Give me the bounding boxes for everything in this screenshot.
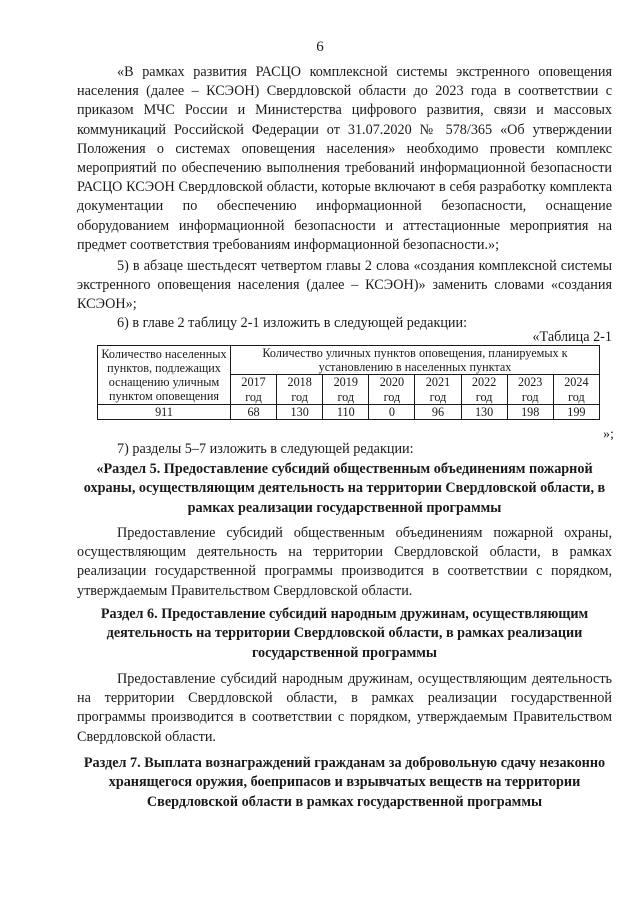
table-end-quote: »; [603,427,614,442]
table-value: 110 [323,404,369,419]
table-value: 68 [231,404,277,419]
table-year: 2023 год [507,375,553,404]
table-value: 0 [369,404,415,419]
paragraph-item-5: 5) в абзаце шестьдесят четвертом главы 2 слова «создания комплексной системы экстренного оповещения населения (далее – КСЭОН)» заменить словами «создания КСЭОН»; [77,258,612,313]
table-year: 2018 год [277,375,323,404]
table-year: 2024 год [553,375,599,404]
table-value: 198 [507,404,553,419]
table-year: 2021 год [415,375,461,404]
section-6-title: Раздел 6. Предоставление субсидий народным дружинам, осуществляющим деятельность на территории Свердловской области, в рамках реализации государственной программы [100,606,589,661]
section-6-text: Предоставление субсидий народным дружинам, осуществляющим деятельность на территории Свердловской области, в рамках реализации государственной программы производится в соответствии с порядком, утверждаемым Правительством Свердловской области. [77,671,612,745]
table-year: 2019 год [323,375,369,404]
table-value: 96 [415,404,461,419]
table-2-1 [97,345,600,420]
table-group-header: Количество уличных пунктов оповещения, планируемых к установлению в населенных пунктах [231,346,600,375]
table-value: 130 [461,404,507,419]
table-total: 911 [98,404,231,419]
table-value: 199 [553,404,599,419]
table-caption: «Таблица 2-1 [532,329,612,345]
section-7-title: Раздел 7. Выплата вознаграждений гражданам за добровольную сдачу незаконно хранящегося оружия, боеприпасов и взрывчатых веществ на территории Свердловской области в рамках государственной программы [83,755,606,810]
table-year: 2020 год [369,375,415,404]
paragraph-ksеon-security: «В рамках развития РАСЦО комплексной системы экстренного оповещения населения (далее – КСЭОН) Свердловской области до 2023 года в соответствии с приказом МЧС России и Министерства цифрового развития, связи и массовых коммуникаций Российской Федерации от 31.07.2020 № 578/365 «Об утверждении Положения о системах оповещения населения» необходимо провести комплекс мероприятий по обеспечению выполнения требований информационной безопасности РАСЦО КСЭОН Свердловской области, которые включают в себя разработку комплекта документации по обеспечению информационной безопасности, оснащение оборудованием информационной безопасности и аттестационные мероприятия на предмет соответствия требованиям информационной безопасности.»; [77,64,612,253]
page-number: 6 [316,39,324,55]
table-value: 130 [277,404,323,419]
table-year: 2017 год [231,375,277,404]
table-col1-header: Количество населенных пунктов, подлежащих оснащению уличным пунктом оповещения [98,346,231,405]
section-5-text: Предоставление субсидий общественным объединениям пожарной охраны, осуществляющим деятельность на территории Свердловской области, в рамках реализации государственной программы производится в соответствии с порядком, утверждаемым Правительством Свердловской области. [77,525,612,599]
table-year: 2022 год [461,375,507,404]
section-5-title: «Раздел 5. Предоставление субсидий общественным объединениям пожарной охраны, осуществляющим деятельность на территории Свердловской области, в рамках реализации государственной программы [83,461,606,516]
table-values-row [98,404,600,419]
paragraph-item-6: 6) в главе 2 таблицу 2-1 изложить в следующей редакции: [117,315,468,331]
paragraph-item-7: 7) разделы 5–7 изложить в следующей редакции: [117,441,414,457]
